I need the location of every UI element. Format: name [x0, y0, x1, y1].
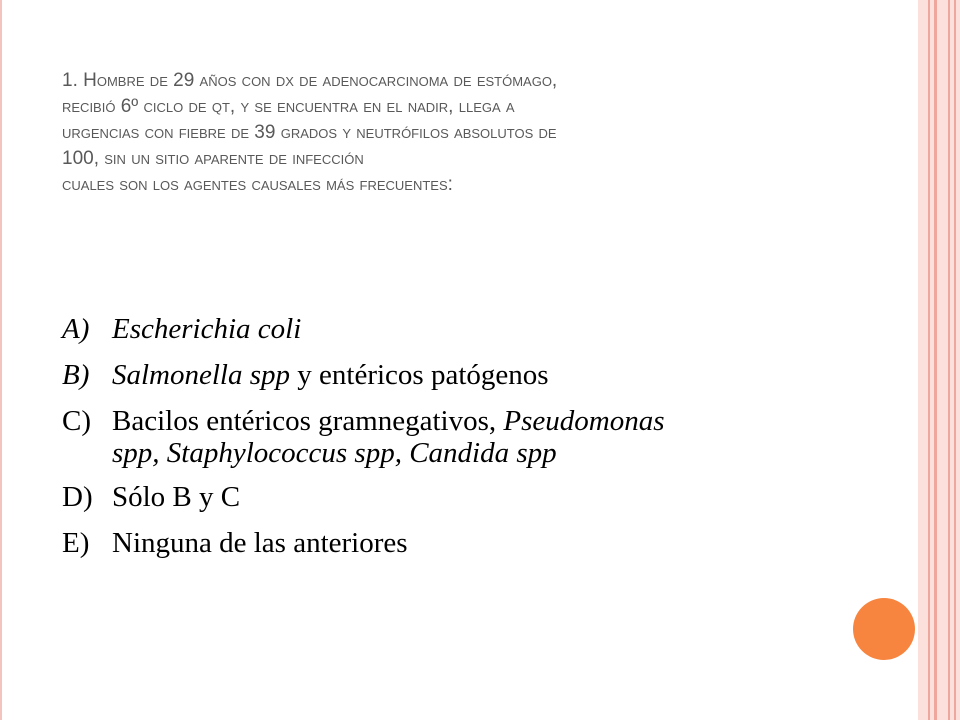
option-letter: D): [62, 481, 93, 513]
option-text-continuation: spp, Staphylococcus spp, Candida spp: [112, 437, 557, 469]
stripe: [954, 0, 956, 720]
question-line-text: recibió 6º ciclo de qt, y se encuentra en el nadir, llega a: [62, 96, 515, 117]
option-text: Bacilos entéricos gramnegativos,: [112, 405, 504, 437]
question-title: [62, 68, 822, 198]
option-letter: E): [62, 527, 90, 559]
option-e: [62, 526, 852, 560]
option-text-italic: Salmonella spp: [112, 359, 291, 391]
question-line-text: 100, sin un sitio aparente de infección: [62, 148, 364, 169]
option-letter: B): [62, 359, 90, 391]
option-d: [62, 480, 852, 514]
option-letter: A): [62, 313, 90, 345]
option-letter: C): [62, 405, 91, 437]
question-line-text: ombre de 29 años con dx de adenocarcinoma de estómago,: [96, 70, 558, 91]
question-line: [62, 94, 822, 120]
stripe: [948, 0, 950, 720]
option-b: [62, 358, 852, 392]
question-line: [62, 68, 822, 94]
question-line: [62, 172, 822, 198]
question-line-text: cuales son los agentes causales más frecuentes:: [62, 174, 453, 195]
option-c: [62, 404, 852, 468]
question-line: [62, 120, 822, 146]
stripe: [928, 0, 930, 720]
stripe: [934, 0, 937, 720]
answer-options: [62, 312, 852, 572]
option-text-italic: Pseudomonas: [503, 405, 665, 437]
decorative-circle: [853, 598, 915, 660]
option-text: Escherichia coli: [112, 313, 302, 345]
right-decorative-stripes: [918, 0, 960, 720]
option-text: Sólo B y C: [112, 481, 241, 513]
option-a: [62, 312, 852, 346]
question-line-start: 1. H: [62, 70, 97, 91]
question-line: [62, 146, 822, 172]
left-border-line: [0, 0, 2, 720]
question-line-text: urgencias con fiebre de 39 grados y neutrófilos absolutos de: [62, 122, 557, 143]
option-text: Ninguna de las anteriores: [112, 527, 408, 559]
option-text: y entéricos patógenos: [290, 359, 549, 391]
